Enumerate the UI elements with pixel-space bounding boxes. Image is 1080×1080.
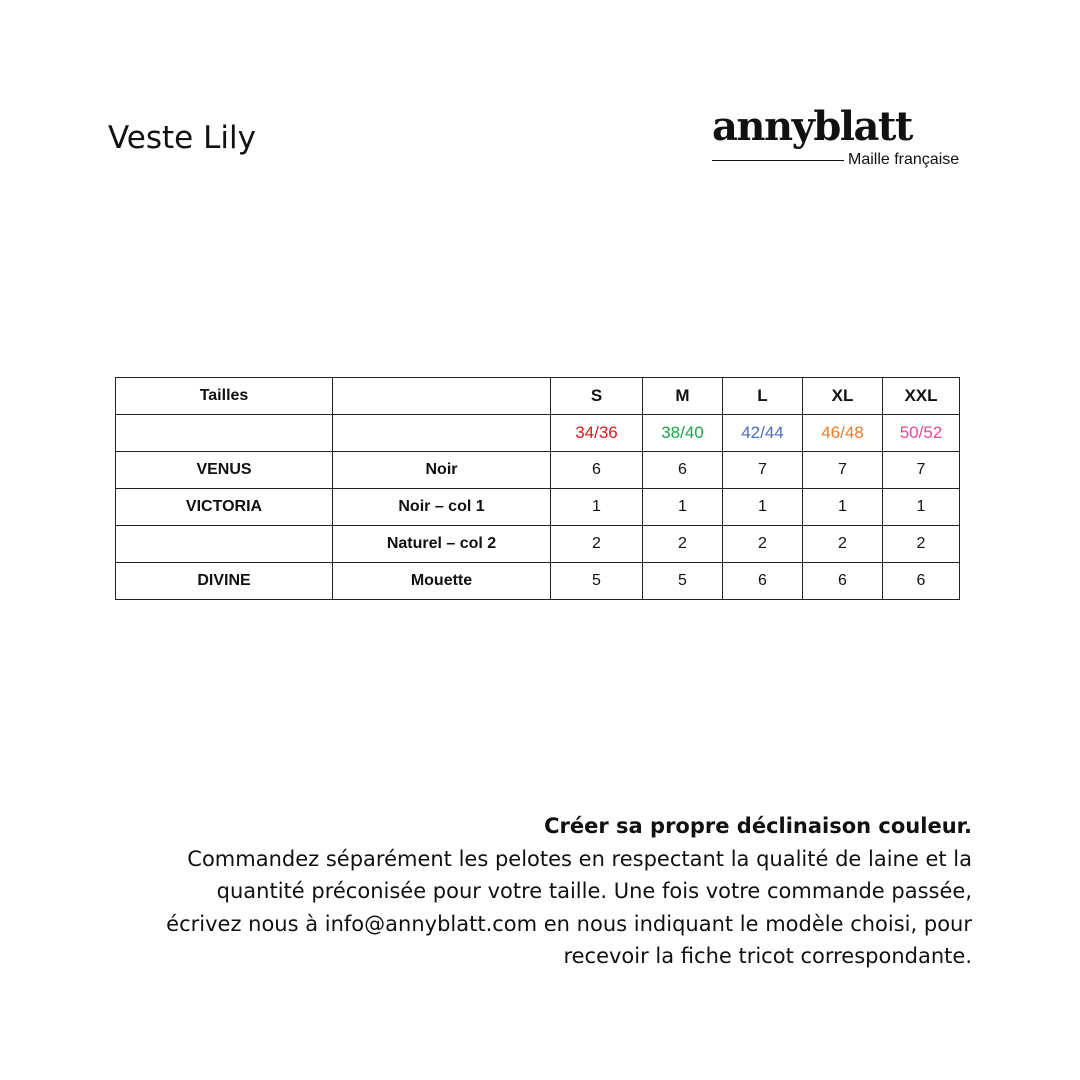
table-cell-empty (116, 415, 333, 452)
quantity-cell: 6 (551, 452, 643, 489)
numeric-size-l: 42/44 (723, 415, 803, 452)
numeric-sizes-row (116, 415, 960, 452)
quantity-cell: 1 (551, 489, 643, 526)
quantity-cell: 5 (643, 563, 723, 600)
numeric-size-s: 34/36 (551, 415, 643, 452)
footer-headline: Créer sa propre déclinaison couleur. (544, 814, 972, 838)
footer-line: recevoir la fiche tricot correspondante. (563, 944, 972, 968)
yarn-name: DIVINE (116, 563, 333, 600)
quantity-cell: 2 (883, 526, 960, 563)
footer-note (112, 810, 972, 973)
quantity-cell: 6 (643, 452, 723, 489)
logo-wordmark: annyblatt (712, 103, 912, 150)
quantity-cell: 7 (803, 452, 883, 489)
footer-line: quantité préconisée pour votre taille. Une fois votre commande passée, (216, 879, 972, 903)
quantity-cell: 2 (803, 526, 883, 563)
yarn-quantity-table (115, 377, 960, 600)
yarn-color: Mouette (333, 563, 551, 600)
quantity-cell: 1 (883, 489, 960, 526)
footer-line: Commandez séparément les pelotes en respectant la qualité de laine et la (187, 846, 972, 871)
quantity-cell: 7 (883, 452, 960, 489)
quantity-cell: 1 (803, 489, 883, 526)
brand-logo (712, 104, 974, 174)
table-header-row (116, 378, 960, 415)
quantity-cell: 6 (803, 563, 883, 600)
yarn-name: VICTORIA (116, 489, 333, 526)
logo-tagline: Maille française (848, 151, 960, 168)
yarn-name: VENUS (116, 452, 333, 489)
quantity-cell: 6 (723, 563, 803, 600)
table-row (116, 452, 960, 489)
header-size-l: L (723, 378, 803, 415)
quantity-cell: 2 (643, 526, 723, 563)
header-blank (333, 378, 551, 415)
header-size-xl: XL (803, 378, 883, 415)
quantity-cell: 2 (723, 526, 803, 563)
header-size-xxl: XXL (883, 378, 960, 415)
page-title: Veste Lily (108, 120, 256, 156)
yarn-color: Naturel – col 2 (333, 526, 551, 563)
table-row (116, 489, 960, 526)
logo-divider (712, 160, 844, 161)
footer-line: écrivez nous à info@annyblatt.com en nous indiquant le modèle choisi, pour (166, 911, 972, 936)
numeric-size-m: 38/40 (643, 415, 723, 452)
yarn-name (116, 526, 333, 563)
yarn-color: Noir – col 1 (333, 489, 551, 526)
quantity-cell: 6 (883, 563, 960, 600)
yarn-color: Noir (333, 452, 551, 489)
quantity-cell: 1 (723, 489, 803, 526)
quantity-cell: 7 (723, 452, 803, 489)
header-size-s: S (551, 378, 643, 415)
table-row (116, 563, 960, 600)
numeric-size-xl: 46/48 (803, 415, 883, 452)
quantity-cell: 2 (551, 526, 643, 563)
numeric-size-xxl: 50/52 (883, 415, 960, 452)
table-cell-empty (333, 415, 551, 452)
table-row (116, 526, 960, 563)
quantity-cell: 5 (551, 563, 643, 600)
header-tailles: Tailles (116, 378, 333, 415)
header-size-m: M (643, 378, 723, 415)
quantity-cell: 1 (643, 489, 723, 526)
